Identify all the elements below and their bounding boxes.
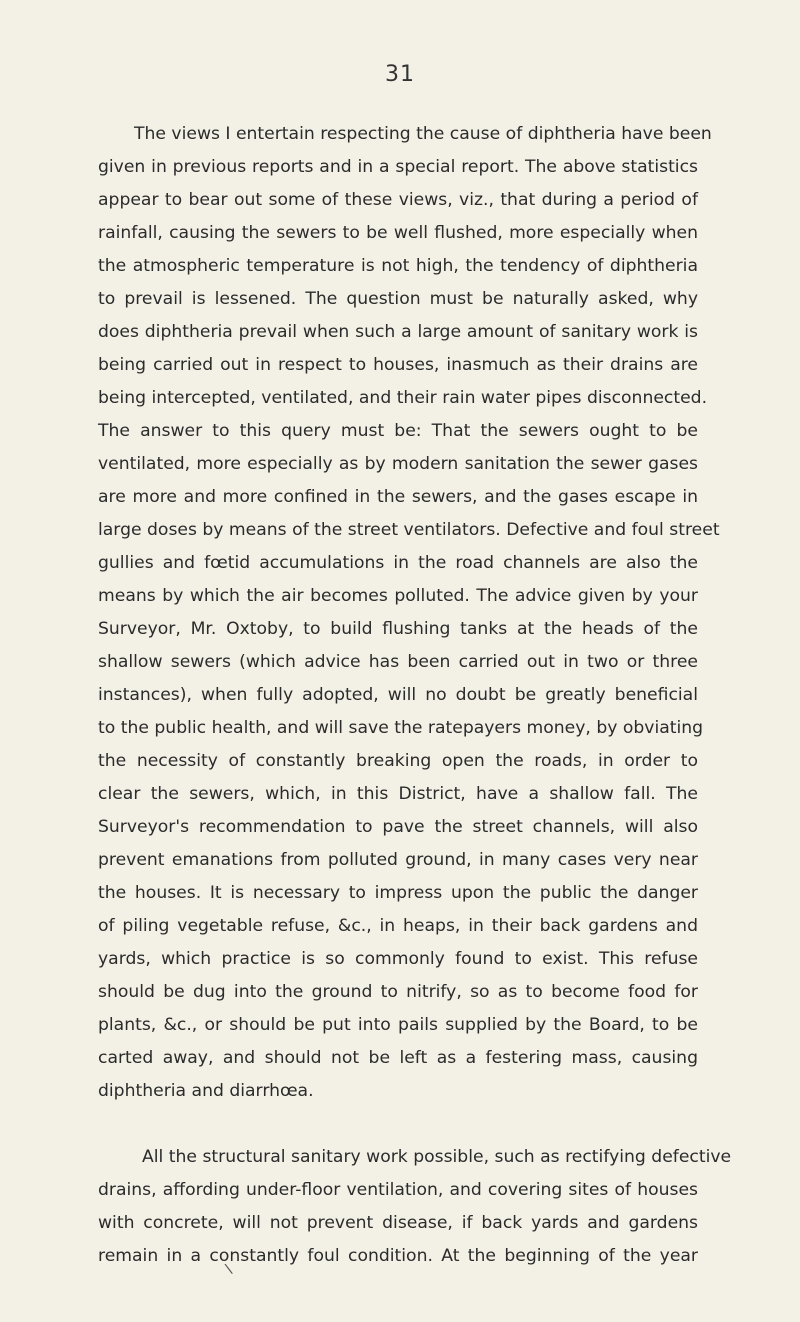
- text-line: ventilated, more especially as by modern sanitation the sewer gases: [98, 454, 698, 474]
- text-line: appear to bear out some of these views, viz., that during a period of: [98, 190, 698, 210]
- text-line: being carried out in respect to houses, inasmuch as their drains are: [98, 355, 698, 375]
- text-line: the houses. It is necessary to impress upon the public the danger: [98, 883, 698, 903]
- text-line: prevent emanations from polluted ground, in many cases very near: [98, 850, 698, 870]
- text-line: of piling vegetable refuse, &c., in heaps, in their back gardens and: [98, 916, 698, 936]
- text-line: should be dug into the ground to nitrify, so as to become food for: [98, 982, 698, 1002]
- text-line: the atmospheric temperature is not high, the tendency of diphtheria: [98, 256, 698, 276]
- text-line: does diphtheria prevail when such a large amount of sanitary work is: [98, 322, 698, 342]
- ink-mark-icon: ∖: [221, 1260, 236, 1280]
- text-line: clear the sewers, which, in this District, have a shallow fall. The: [98, 784, 698, 804]
- text-line: given in previous reports and in a special report. The above statistics: [98, 157, 698, 177]
- text-line: Surveyor's recommendation to pave the street channels, will also: [98, 817, 698, 837]
- text-line: rainfall, causing the sewers to be well flushed, more especially when: [98, 223, 698, 243]
- text-line: large doses by means of the street ventilators. Defective and foul street: [98, 520, 720, 540]
- text-line: carted away, and should not be left as a festering mass, causing: [98, 1048, 698, 1068]
- text-line: All the structural sanitary work possible, such as rectifying defective: [142, 1147, 732, 1167]
- page-number: 31: [385, 62, 415, 87]
- text-line: to the public health, and will save the ratepayers money, by obviating: [98, 718, 704, 738]
- text-line: gullies and fœtid accumulations in the road channels are also the: [98, 553, 698, 573]
- text-line: instances), when fully adopted, will no doubt be greatly beneficial: [98, 685, 698, 705]
- text-line: to prevail is lessened. The question must be naturally asked, why: [98, 289, 698, 309]
- paragraph-1: [98, 118, 720, 1108]
- body-text: [98, 118, 732, 1273]
- paragraph-gap: [98, 1108, 698, 1141]
- text-line: The views I entertain respecting the cause of diphtheria have been: [134, 124, 712, 144]
- text-line: remain in a constantly foul condition. At the beginning of the year: [98, 1246, 698, 1266]
- text-line: are more and more confined in the sewers, and the gases escape in: [98, 487, 698, 507]
- text-line: being intercepted, ventilated, and their rain water pipes disconnected.: [98, 388, 708, 408]
- text-line: diphtheria and diarrhœa.: [98, 1081, 314, 1101]
- text-line: with concrete, will not prevent disease, if back yards and gardens: [98, 1213, 698, 1233]
- text-line: means by which the air becomes polluted. The advice given by your: [98, 586, 698, 606]
- text-line: The answer to this query must be: That the sewers ought to be: [98, 421, 698, 441]
- text-line: the necessity of constantly breaking open the roads, in order to: [98, 751, 698, 771]
- paragraph-2: [98, 1141, 732, 1273]
- text-line: Surveyor, Mr. Oxtoby, to build flushing tanks at the heads of the: [98, 619, 698, 639]
- text-line: shallow sewers (which advice has been carried out in two or three: [98, 652, 698, 672]
- text-line: yards, which practice is so commonly found to exist. This refuse: [98, 949, 698, 969]
- text-line: drains, affording under-floor ventilation, and covering sites of houses: [98, 1180, 698, 1200]
- text-line: plants, &c., or should be put into pails supplied by the Board, to be: [98, 1015, 698, 1035]
